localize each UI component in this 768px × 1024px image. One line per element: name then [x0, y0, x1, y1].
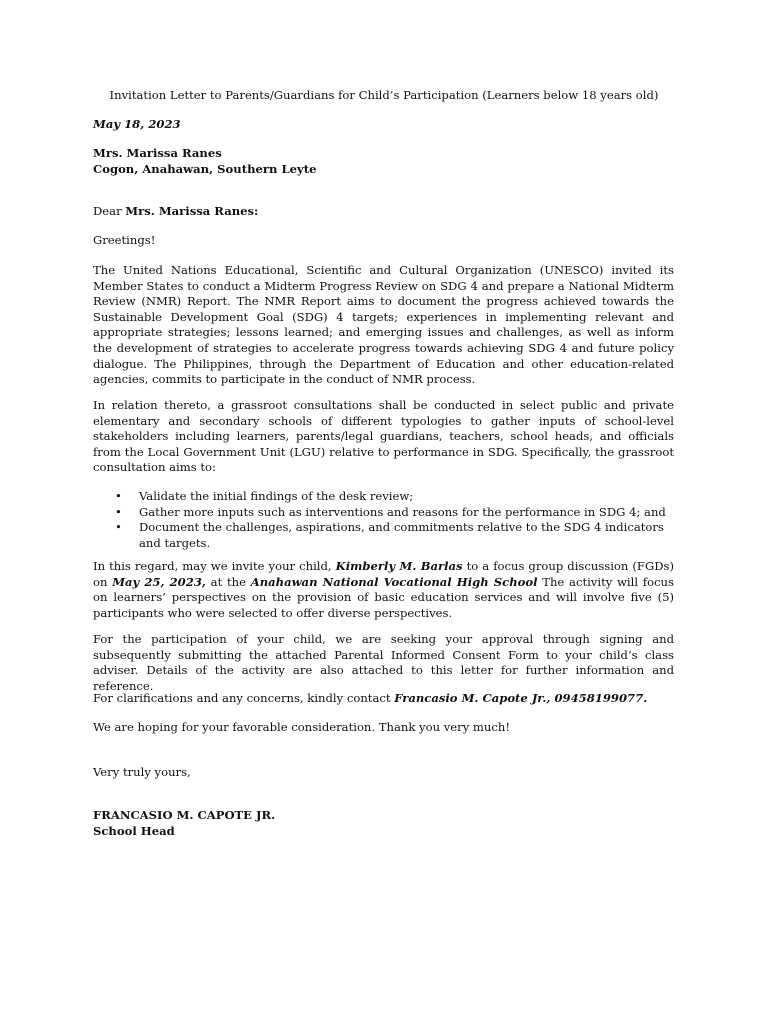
- signatory-position: School Head: [93, 823, 175, 838]
- salutation: [93, 204, 258, 220]
- aims-list: [93, 489, 674, 551]
- salutation-prefix: Dear: [93, 204, 126, 218]
- recipient-address: Cogon, Anahawan, Southern Leyte: [93, 161, 317, 176]
- recipient-name: Mrs. Marissa Ranes: [93, 146, 222, 160]
- letter-title: Invitation Letter to Parents/Guardians for Child’s Participation (Learners below 18 years old): [109, 88, 659, 102]
- paragraph-consultation: In relation thereto, a grassroot consultations shall be conducted in select public and private elementary and secondary schools of different typologies to gather inputs of school-level stakeholders including learners, parents/legal guardians, teachers, school heads, and officials from the Local Government Unit (LGU) relative to performance in SDG. Specifically, the grassroot consultation aims to:: [93, 398, 674, 475]
- letter-date: May 18, 2023: [93, 117, 181, 131]
- bullet-icon: •: [115, 489, 122, 503]
- invitation-text: In this regard, may we invite your child,: [93, 559, 336, 573]
- aims-list-text: Validate the initial findings of the desk review;: [139, 489, 414, 503]
- aims-list-item: [93, 489, 674, 505]
- recipient-block: [93, 146, 316, 177]
- event-venue: Anahawan National Vocational High School: [250, 574, 538, 589]
- paragraph-invitation: [93, 559, 674, 621]
- child-name: Kimberly M. Barlas: [335, 559, 463, 573]
- closing-line: Very truly yours,: [93, 765, 191, 779]
- paragraph-thanks: We are hoping for your favorable consideration. Thank you very much!: [93, 720, 511, 734]
- salutation-name: Mrs. Marissa Ranes:: [125, 204, 259, 218]
- paragraph-contact: [93, 691, 674, 707]
- paragraph-consent: For the participation of your child, we are seeking your approval through signing and subsequently submitting the attached Parental Informed Consent Form to your child’s class adviser. Details of the activity are also attached to this letter for further information and reference.: [93, 632, 674, 693]
- contact-person: Francasio M. Capote Jr., 09458199077.: [394, 691, 648, 705]
- aims-list-text: Document the challenges, aspirations, and commitments relative to the SDG 4 indicators and targets.: [139, 520, 664, 550]
- contact-text: For clarifications and any concerns, kindly contact: [93, 691, 395, 705]
- invitation-text: to a focus group discussion (FGDs) on: [93, 559, 674, 589]
- aims-list-item: [93, 505, 674, 521]
- aims-list-text: Gather more inputs such as interventions and reasons for the performance in SDG 4; and: [139, 504, 666, 519]
- paragraph-unesco: The United Nations Educational, Scientific and Cultural Organization (UNESCO) invited its Member States to conduct a Midterm Progress Review on SDG 4 and prepare a National Midterm Review (NMR) Report. The NMR Report aims to document the progress achieved towards the Sustainable Development Goal (SDG) 4 targets; experiences in implementing relevant and appropriate strategies; lessons learned; and emerging issues and challenges, as well as inform the development of strategies to accelerate progress towards achieving SDG 4 and future policy dialogue. The Philippines, through the Department of Education and other education-related agencies, commits to participate in the conduct of NMR process.: [93, 263, 674, 387]
- bullet-icon: •: [115, 520, 122, 535]
- invitation-text: at the: [205, 574, 251, 589]
- bullet-icon: •: [115, 504, 122, 519]
- greeting: Greetings!: [93, 233, 156, 247]
- signature-block: [93, 808, 275, 839]
- invitation-text: The activity will focus on learners’ perspectives on the provision of basic education services and will involve five (5) participants who were selected to offer diverse perspectives.: [93, 574, 674, 620]
- event-date: May 25, 2023,: [112, 574, 206, 589]
- signatory-name: FRANCASIO M. CAPOTE JR.: [93, 808, 276, 822]
- aims-list-item: [93, 520, 674, 551]
